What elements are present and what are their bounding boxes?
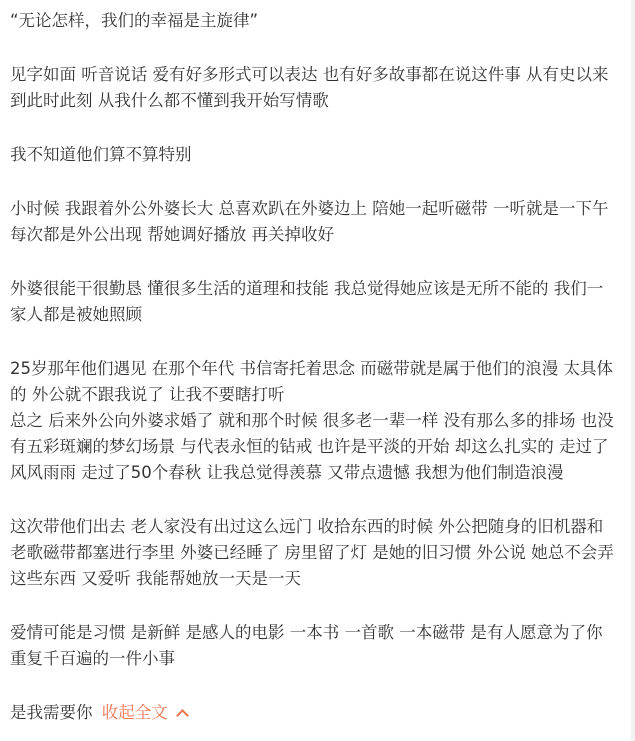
closing-text: 是我需要你 bbox=[10, 703, 93, 722]
post-paragraph: 小时候 我跟着外公外婆长大 总喜欢趴在外婆边上 陪她一起听磁带 一听就是一下午 每次都是外公出现 帮她调好播放 再关掉收好 bbox=[10, 199, 609, 244]
post-closing-line bbox=[10, 700, 616, 726]
post-paragraph: 总之 后来外公向外婆求婚了 就和那个时候 很多老一辈一样 没有那么多的排场 也没有五彩斑斓的梦幻场景 与代表永恒的钻戒 也许是平淡的开始 却这么扎实的 走过了风风雨雨 走过了50个春秋 让我总觉得羡慕 又带点遗憾 我想为他们制造浪漫 bbox=[10, 411, 614, 482]
post-paragraph: 这次带他们出去 老人家没有出过这么远门 收拾东西的时候 外公把随身的旧机器和老歌磁带都塞进行李里 外婆已经睡了 房里留了灯 是她的旧习惯 外公说 她总不会弄这些东西 又爱听 我能帮她放一天是一天 bbox=[10, 517, 614, 588]
post-paragraph: 爱情可能是习惯 是新鲜 是感人的电影 一本书 一首歌 一本磁带 是有人愿意为了你重复千百遍的一件小事 bbox=[10, 623, 603, 668]
scrollbar[interactable] bbox=[631, 0, 635, 741]
collapse-full-text-link[interactable] bbox=[102, 703, 187, 722]
post-paragraph: 见字如面 听音说话 爱有好多形式可以表达 也有好多故事都在说这件事 从有史以来到此时此刻 从我什么都不懂到我开始写情歌 bbox=[10, 65, 609, 110]
post-paragraph-quote: “无论怎样，我们的幸福是主旋律” bbox=[10, 11, 259, 30]
post-paragraph: 外婆很能干很勤恳 懂很多生活的道理和技能 我总觉得她应该是无所不能的 我们一家人都是被她照顾 bbox=[10, 279, 604, 324]
collapse-label: 收起全文 bbox=[101, 703, 168, 722]
post-paragraph: 我不知道他们算不算特别 bbox=[10, 145, 192, 164]
post-body bbox=[10, 8, 616, 726]
chevron-up-icon bbox=[176, 709, 189, 722]
post-paragraph: 25岁那年他们遇见 在那个年代 书信寄托着思念 而磁带就是属于他们的浪漫 太具体的 外公就不跟我说了 让我不要瞎打听 bbox=[10, 359, 613, 404]
